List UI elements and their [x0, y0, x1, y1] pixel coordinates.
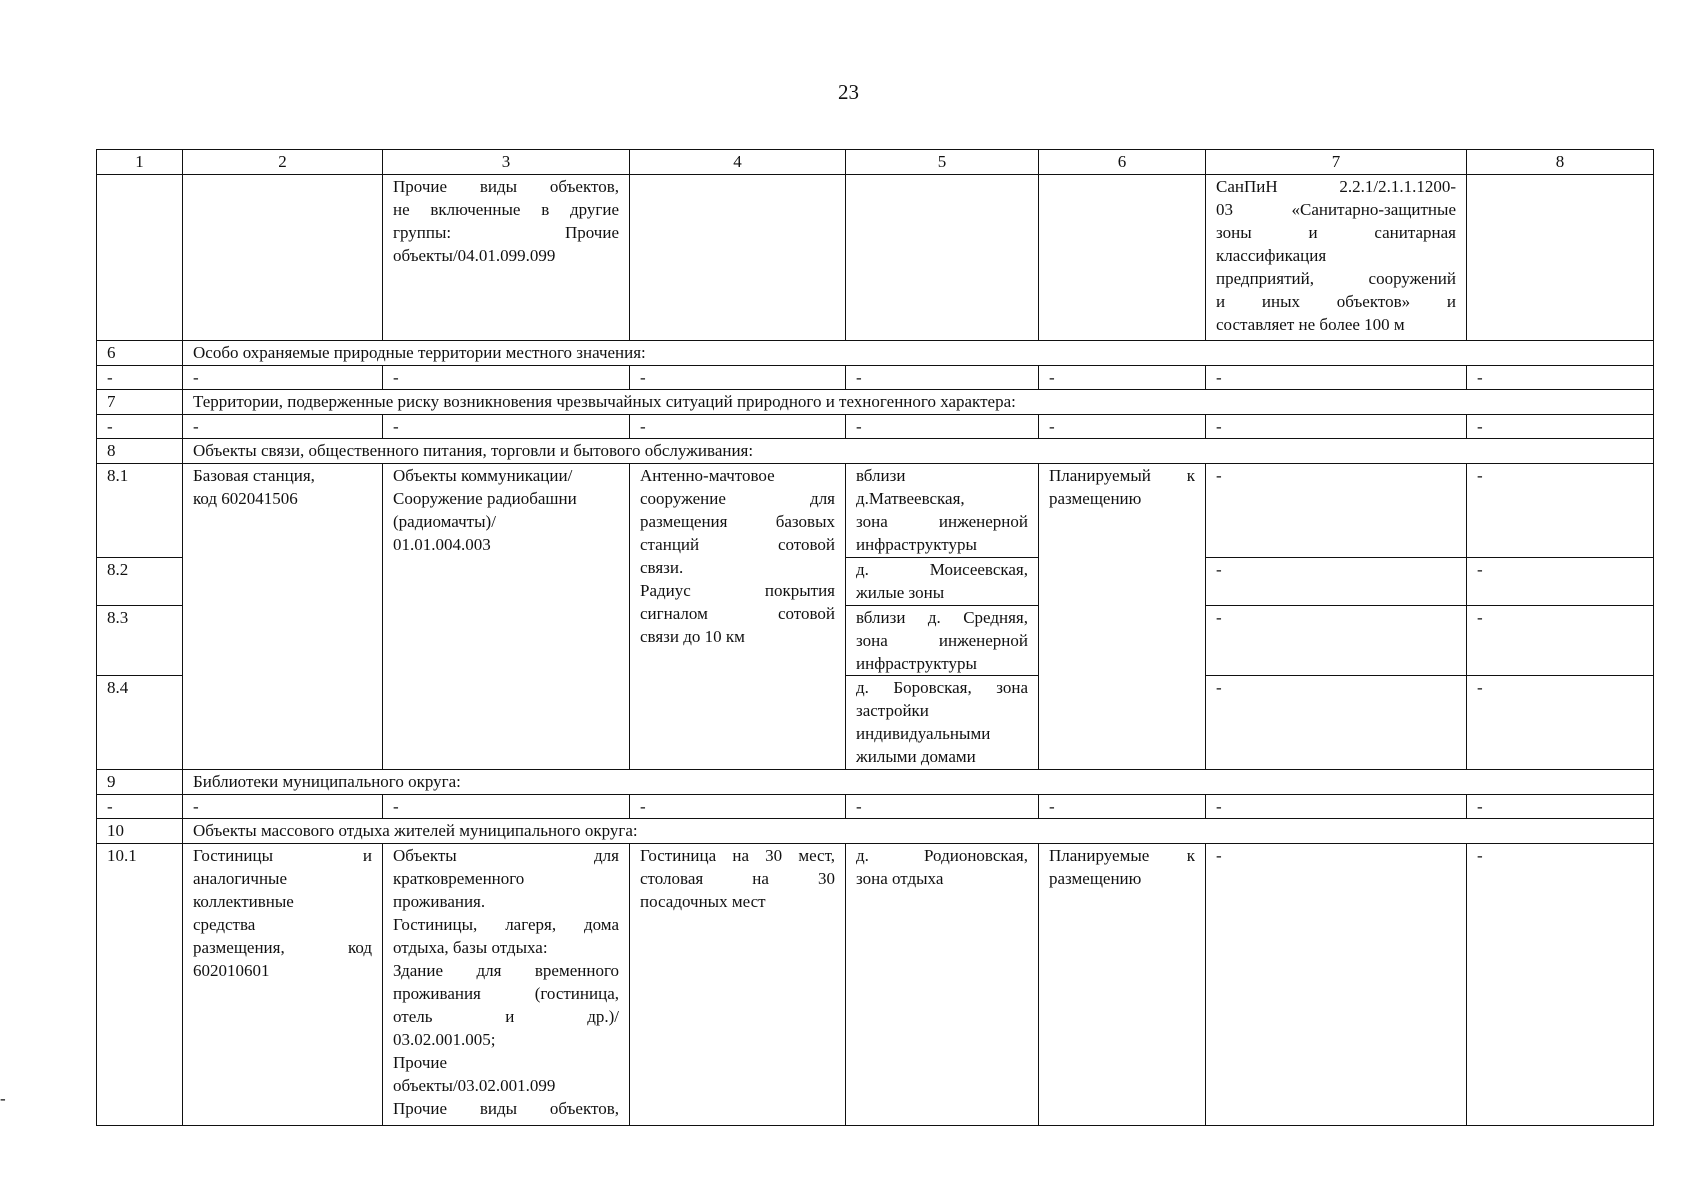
- table-row: 8.1 Базовая станция, код 602041506 Объекты коммуникации/ Сооружение радиобашни (радиомачты)/ 01.01.004.003 Антенно-мачтовое сооружение для размещения базовых станций сотовой связи. Радиус покрытия сигналом сотовой связи до 10 км вблизи д.Матвеевская, зона инженерной инфраструктуры Планируемый к размещению - -: [97, 464, 1654, 558]
- section-title: Территории, подверженные риску возникновения чрезвычайных ситуаций природного и техногенного характера:: [183, 390, 1654, 415]
- cell-location: вблизи д. Средняя, зона инженерной инфраструктуры: [846, 606, 1039, 676]
- cell-hotels: Гостиницы и аналогичные коллективные средства размещения, код 602010601: [183, 844, 383, 1126]
- header-cell-8: 8: [1467, 150, 1654, 175]
- table-row: 8.2 д. Моисеевская, жилые зоны - -: [97, 558, 1654, 606]
- cell-antenna-mast: Антенно-мачтовое сооружение для размещения базовых станций сотовой связи. Радиус покрытия сигналом сотовой связи до 10 км: [630, 464, 846, 770]
- section-row: [97, 770, 1654, 795]
- cell-hotel-capacity: Гостиница на 30 мест, столовая на 30 посадочных мест: [630, 844, 846, 1126]
- cell-status: Планируемый к размещению: [1039, 464, 1206, 770]
- dash-row: - - - - - - - -: [97, 795, 1654, 819]
- row-number: 8.2: [97, 558, 183, 606]
- cell-base-station: Базовая станция, код 602041506: [183, 464, 383, 770]
- cell-communication-objects: Объекты коммуникации/ Сооружение радиобашни (радиомачты)/ 01.01.004.003: [383, 464, 630, 770]
- section-number: 6: [97, 341, 183, 366]
- table-row: [97, 175, 1654, 341]
- cell-short-stay-objects: Объекты для кратковременного проживания. Гостиницы, лагеря, дома отдыха, базы отдыха: Здание для временного проживания (гостиница, отель и др.)/ 03.02.001.005; Прочие объекты/03.02.001.099 Прочие виды объектов,: [383, 844, 630, 1126]
- section-title: Объекты массового отдыха жителей муниципального округа:: [183, 819, 1654, 844]
- page-number: 23: [838, 80, 859, 104]
- row-number: 8.1: [97, 464, 183, 558]
- header-cell-2: 2: [183, 150, 383, 175]
- row-number: 8.3: [97, 606, 183, 676]
- row-number: 10.1: [97, 844, 183, 1126]
- header-cell-1: 1: [97, 150, 183, 175]
- header-cell-5: 5: [846, 150, 1039, 175]
- row-number: 8.4: [97, 676, 183, 770]
- section-row: [97, 341, 1654, 366]
- section-number: 8: [97, 439, 183, 464]
- cell-objects-type: Прочие виды объектов, не включенные в другие группы: Прочие объекты/04.01.099.099: [383, 175, 630, 341]
- dash-row: - - - - - - - -: [97, 415, 1654, 439]
- cell-sanpin: СанПиН 2.2.1/2.1.1.1200- 03 «Санитарно-защитные зоны и санитарная классификация предприятий, сооружений и иных объектов» и составляет не более 100 м: [1206, 175, 1467, 341]
- header-cell-6: 6: [1039, 150, 1206, 175]
- margin-mark: -: [0, 1089, 6, 1108]
- section-title: Библиотеки муниципального округа:: [183, 770, 1654, 795]
- section-number: 7: [97, 390, 183, 415]
- cell-location: вблизи д.Матвеевская, зона инженерной инфраструктуры: [846, 464, 1039, 558]
- section-number: 10: [97, 819, 183, 844]
- cell-location: д. Родионовская, зона отдыха: [846, 844, 1039, 1126]
- document-table: [96, 149, 1654, 1126]
- dash-row: - - - - - - - -: [97, 366, 1654, 390]
- header-cell-7: 7: [1206, 150, 1467, 175]
- section-row: [97, 819, 1654, 844]
- header-cell-3: 3: [383, 150, 630, 175]
- section-title: Объекты связи, общественного питания, торговли и бытового обслуживания:: [183, 439, 1654, 464]
- section-title: Особо охраняемые природные территории местного значения:: [183, 341, 1654, 366]
- cell-location: д. Моисеевская, жилые зоны: [846, 558, 1039, 606]
- header-cell-4: 4: [630, 150, 846, 175]
- cell-location: д. Боровская, зона застройки индивидуальными жилыми домами: [846, 676, 1039, 770]
- section-number: 9: [97, 770, 183, 795]
- header-row: [97, 150, 1654, 175]
- table-row: 10.1 Гостиницы и аналогичные коллективные средства размещения, код 602010601 Объекты для кратковременного проживания. Гостиницы, лагеря, дома отдыха, базы отдыха: Здание для временного проживания (гостиница, отель и др.)/ 03.02.001.005; Прочие объекты/03.02.001.099 Прочие виды объектов, Гостиница на 30 мест, столовая на 30 посадочных мест д. Родионовская, зона отдыха Планируемые к размещению - -: [97, 844, 1654, 1126]
- section-row: [97, 439, 1654, 464]
- table-row: 8.4 д. Боровская, зона застройки индивидуальными жилыми домами - -: [97, 676, 1654, 770]
- section-row: [97, 390, 1654, 415]
- table-row: 8.3 вблизи д. Средняя, зона инженерной инфраструктуры - -: [97, 606, 1654, 676]
- cell-status: Планируемые к размещению: [1039, 844, 1206, 1126]
